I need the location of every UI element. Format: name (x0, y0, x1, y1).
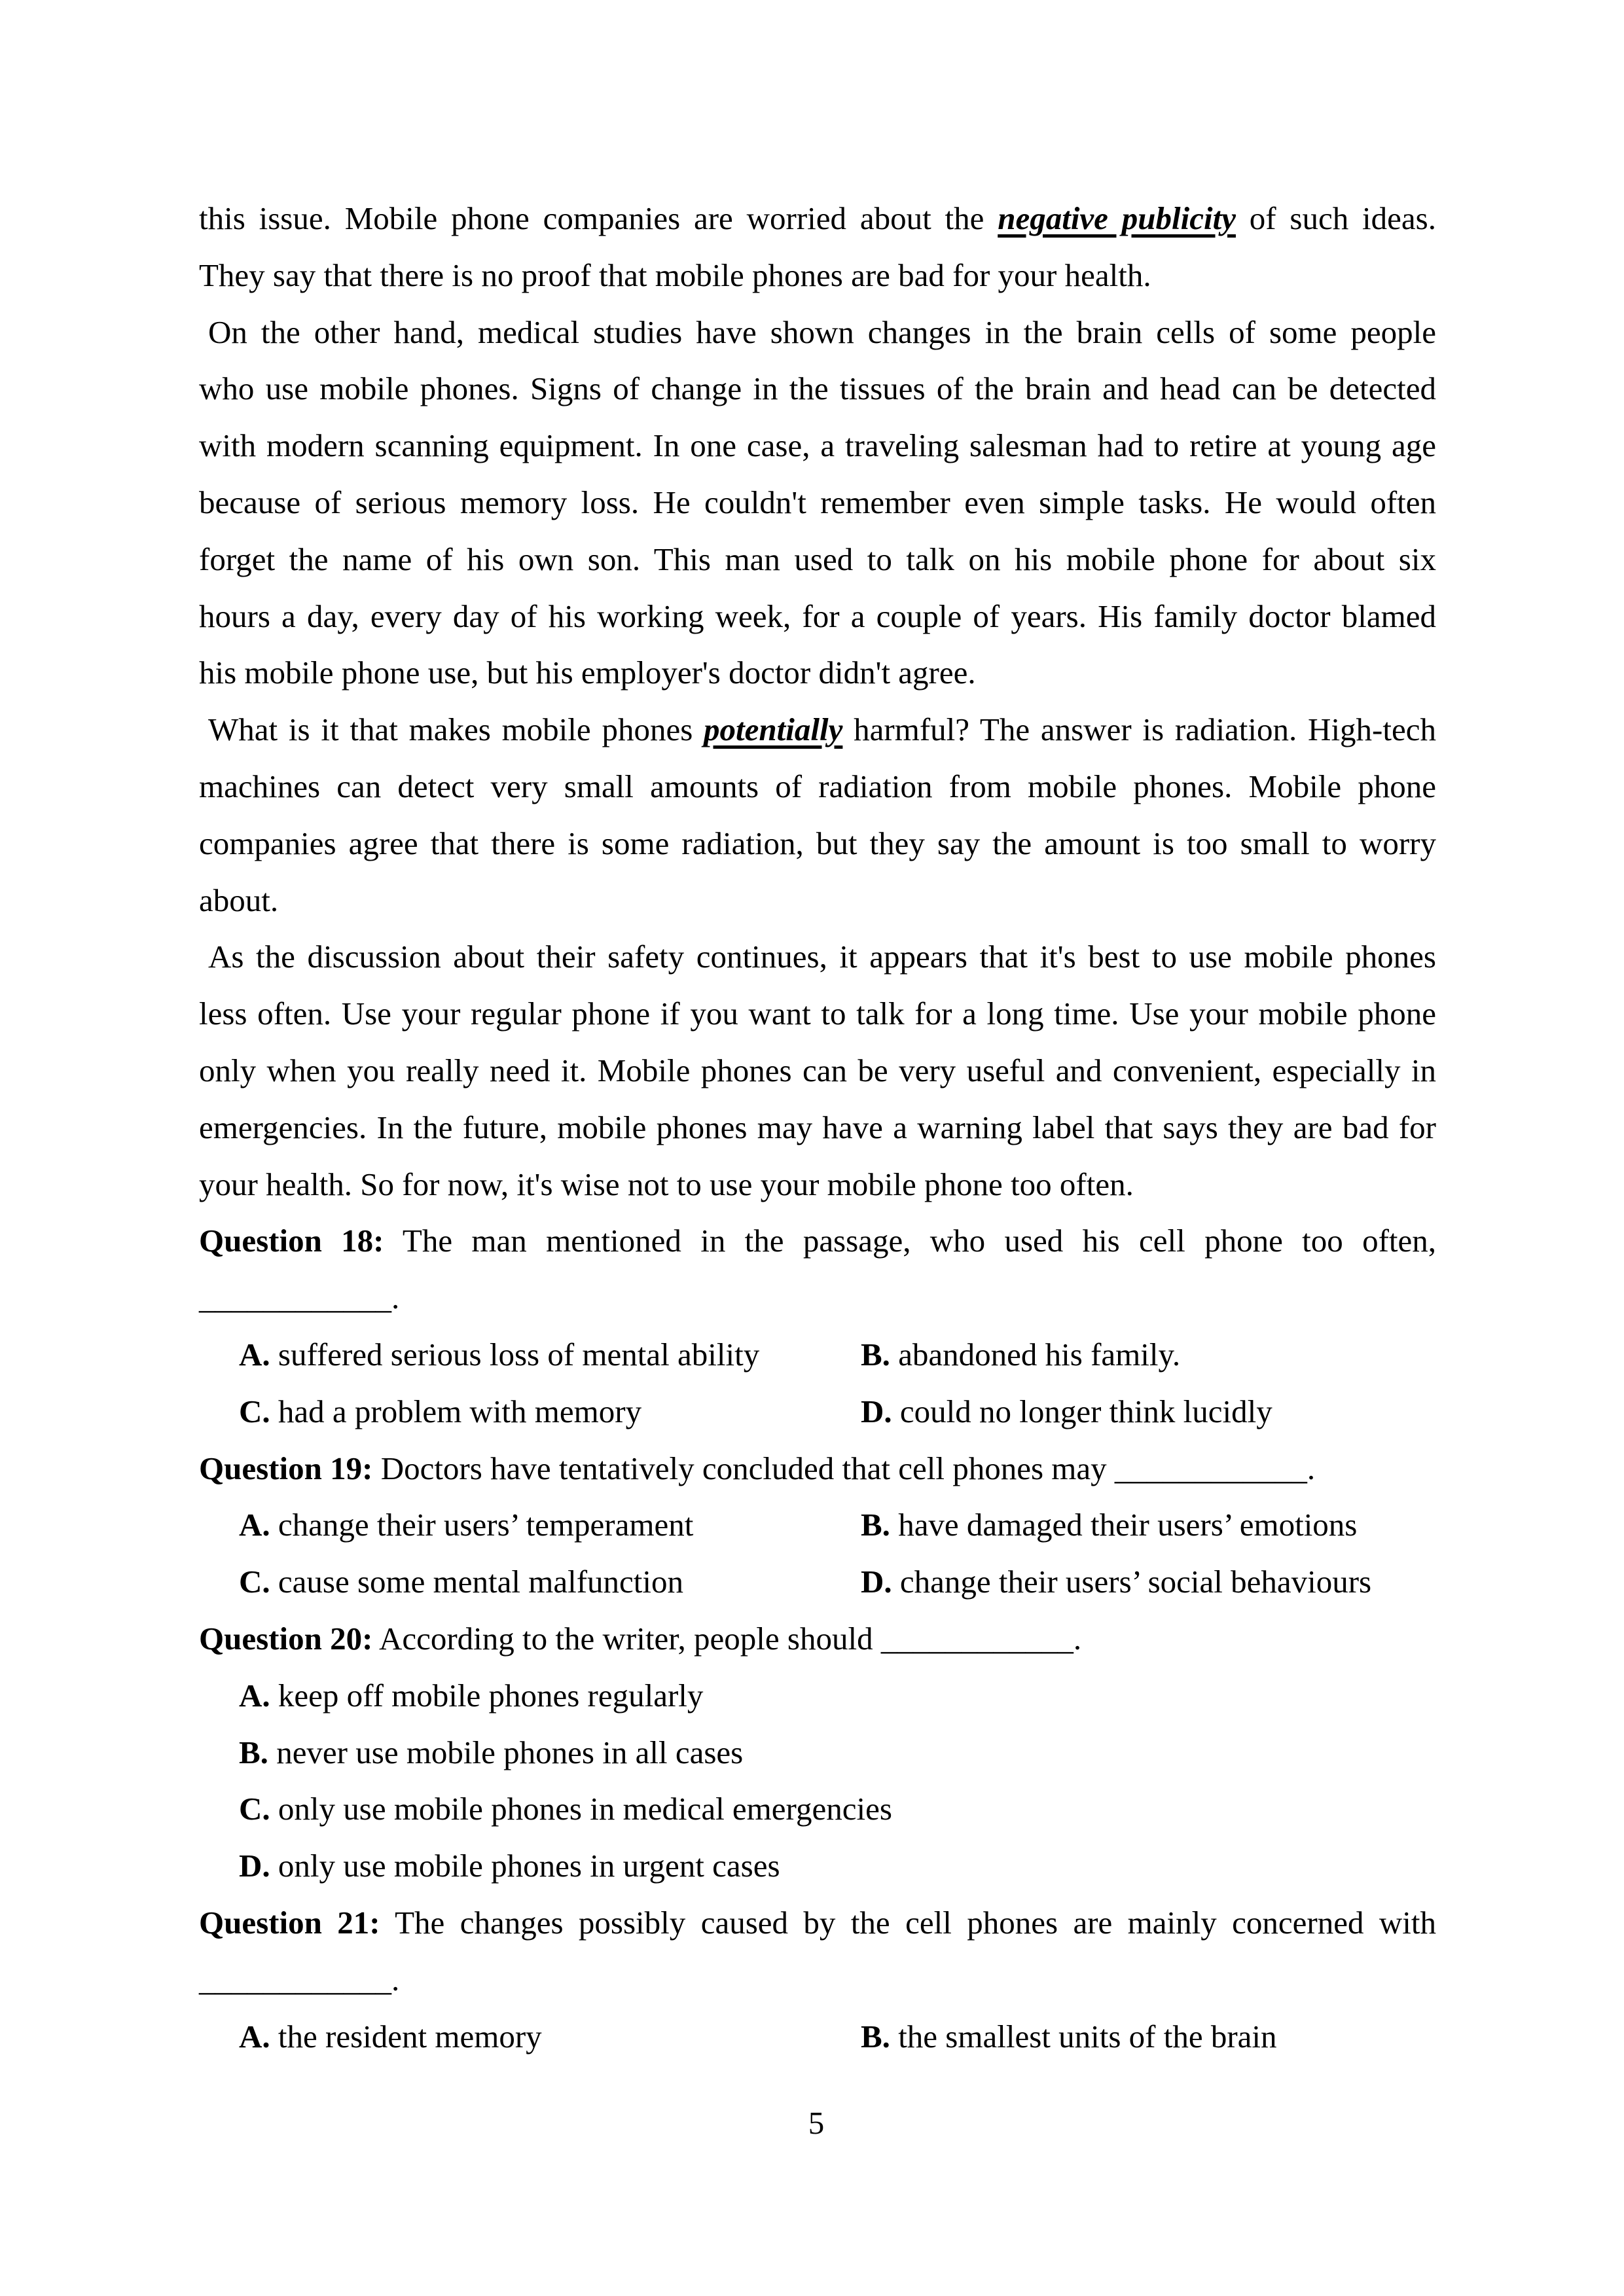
question-stem (199, 1213, 1436, 1270)
option-text: the resident memory (270, 2018, 542, 2054)
option-text: only use mobile phones in urgent cases (270, 1848, 780, 1884)
answer-option[interactable] (861, 1554, 1371, 1611)
document-body (199, 190, 1436, 2065)
question-text: The man mentioned in the passage, who used his cell phone too often, (384, 1223, 1436, 1259)
passage-text: about. (199, 882, 279, 918)
option-letter: A. (239, 1507, 270, 1543)
option-letter: C. (239, 1564, 270, 1600)
answer-option[interactable] (239, 1668, 703, 1725)
passage-text: who use mobile phones. Signs of change in the tissues of the brain and head can be detected (199, 370, 1436, 407)
passage-text: They say that there is no proof that mobile phones are bad for your health. (199, 257, 1151, 293)
passage-text: less often. Use your regular phone if you want to talk for a long time. Use your mobile phone (199, 996, 1436, 1032)
option-row (199, 1327, 1436, 1384)
question-stem (199, 1441, 1436, 1498)
option-row (199, 1497, 1436, 1554)
passage-line (199, 702, 1436, 759)
passage-text: machines can detect very small amounts of radiation from mobile phones. Mobile phone (199, 768, 1436, 804)
answer-option[interactable] (861, 1327, 1180, 1384)
option-text: keep off mobile phones regularly (270, 1677, 704, 1713)
question-blank (199, 1270, 1436, 1327)
question-stem (199, 1895, 1436, 1952)
option-row (199, 1554, 1436, 1611)
passage-text: emergencies. In the future, mobile phones may have a warning label that says they are bad for (199, 1109, 1436, 1145)
answer-blank: ____________. (199, 1961, 400, 1998)
answer-option[interactable] (239, 1497, 693, 1554)
passage-line (199, 1043, 1436, 1100)
question-text: According to the writer, people should ____________. (372, 1620, 1082, 1657)
passage-line (199, 531, 1436, 588)
option-letter: D. (861, 1564, 892, 1600)
passage-line (199, 929, 1436, 986)
option-text: could no longer think lucidly (892, 1393, 1272, 1429)
page-number: 5 (808, 2105, 825, 2141)
passage-line (199, 418, 1436, 475)
option-text: never use mobile phones in all cases (268, 1734, 744, 1770)
passage-line (199, 759, 1436, 816)
question-stem (199, 1611, 1436, 1668)
option-text: the smallest units of the brain (890, 2018, 1277, 2054)
option-row (199, 1838, 1436, 1895)
answer-option[interactable] (239, 1384, 641, 1441)
answer-option[interactable] (861, 2009, 1277, 2066)
answer-option[interactable] (239, 1781, 892, 1838)
option-letter: B. (861, 1507, 890, 1543)
question-label: Question 19: (199, 1450, 373, 1486)
passage-line (199, 645, 1436, 702)
option-text: abandoned his family. (890, 1336, 1181, 1372)
question-blank (199, 1952, 1436, 2009)
passage-text: What is it that makes mobile phones (208, 711, 704, 748)
passage-line (199, 588, 1436, 645)
option-row (199, 2009, 1436, 2066)
option-letter: C. (239, 1791, 270, 1827)
question-label: Question 21: (199, 1904, 380, 1941)
option-letter: A. (239, 1336, 270, 1372)
question-text: The changes possibly caused by the cell phones are mainly concerned with (380, 1904, 1436, 1941)
passage-text: because of serious memory loss. He couldn't remember even simple tasks. He would often (199, 484, 1436, 520)
question-label: Question 18: (199, 1223, 384, 1259)
option-letter: A. (239, 2018, 270, 2054)
passage-line (199, 1100, 1436, 1157)
passage-line (199, 190, 1436, 247)
answer-option[interactable] (239, 1327, 759, 1384)
passage-line (199, 872, 1436, 929)
option-text: change their users’ temperament (270, 1507, 694, 1543)
question-text: Doctors have tentatively concluded that cell phones may ____________. (372, 1450, 1316, 1486)
passage-text: On the other hand, medical studies have shown changes in the brain cells of some people (208, 314, 1436, 350)
passage-text: forget the name of his own son. This man used to talk on his mobile phone for about six (199, 541, 1436, 577)
option-letter: B. (861, 1336, 890, 1372)
passage-line (199, 816, 1436, 872)
passage-line (199, 1157, 1436, 1213)
passage-text: this issue. Mobile phone companies are worried about the (199, 200, 998, 236)
passage-text: your health. So for now, it's wise not to use your mobile phone too often. (199, 1166, 1134, 1202)
passage-text: with modern scanning equipment. In one case, a traveling salesman had to retire at young age (199, 427, 1436, 464)
question-label: Question 20: (199, 1620, 373, 1657)
option-letter: B. (239, 1734, 268, 1770)
option-letter: A. (239, 1677, 270, 1713)
answer-option[interactable] (239, 1554, 683, 1611)
answer-option[interactable] (239, 2009, 542, 2066)
option-text: suffered serious loss of mental ability (270, 1336, 760, 1372)
option-letter: B. (861, 2018, 890, 2054)
option-text: have damaged their users’ emotions (890, 1507, 1358, 1543)
passage-text: As the discussion about their safety continues, it appears that it's best to use mobile phones (208, 939, 1436, 975)
passage-line (199, 986, 1436, 1043)
answer-option[interactable] (239, 1838, 780, 1895)
passage-text: of such ideas. (1235, 200, 1436, 236)
option-letter: D. (861, 1393, 892, 1429)
passage-line (199, 475, 1436, 531)
highlighted-term: potentially (704, 711, 843, 748)
answer-blank: ____________. (199, 1280, 400, 1316)
option-row (199, 1725, 1436, 1782)
answer-option[interactable] (239, 1725, 743, 1782)
highlighted-term: negative publicity (998, 200, 1236, 236)
passage-text: only when you really need it. Mobile phones can be very useful and convenient, especially in (199, 1052, 1436, 1088)
option-letter: D. (239, 1848, 270, 1884)
passage-text: harmful? The answer is radiation. High-tech (842, 711, 1436, 748)
passage-text: hours a day, every day of his working week, for a couple of years. His family doctor blamed (199, 598, 1436, 634)
option-letter: C. (239, 1393, 270, 1429)
option-row (199, 1384, 1436, 1441)
option-text: cause some mental malfunction (270, 1564, 683, 1600)
option-row (199, 1781, 1436, 1838)
answer-option[interactable] (861, 1497, 1357, 1554)
option-text: had a problem with memory (270, 1393, 642, 1429)
answer-option[interactable] (861, 1384, 1272, 1441)
passage-text: his mobile phone use, but his employer's doctor didn't agree. (199, 655, 976, 691)
passage-line (199, 361, 1436, 418)
passage-line (199, 247, 1436, 304)
option-row (199, 1668, 1436, 1725)
option-text: change their users’ social behaviours (892, 1564, 1372, 1600)
option-text: only use mobile phones in medical emergencies (270, 1791, 892, 1827)
passage-text: companies agree that there is some radiation, but they say the amount is too small to worry (199, 825, 1436, 861)
passage-line (199, 304, 1436, 361)
